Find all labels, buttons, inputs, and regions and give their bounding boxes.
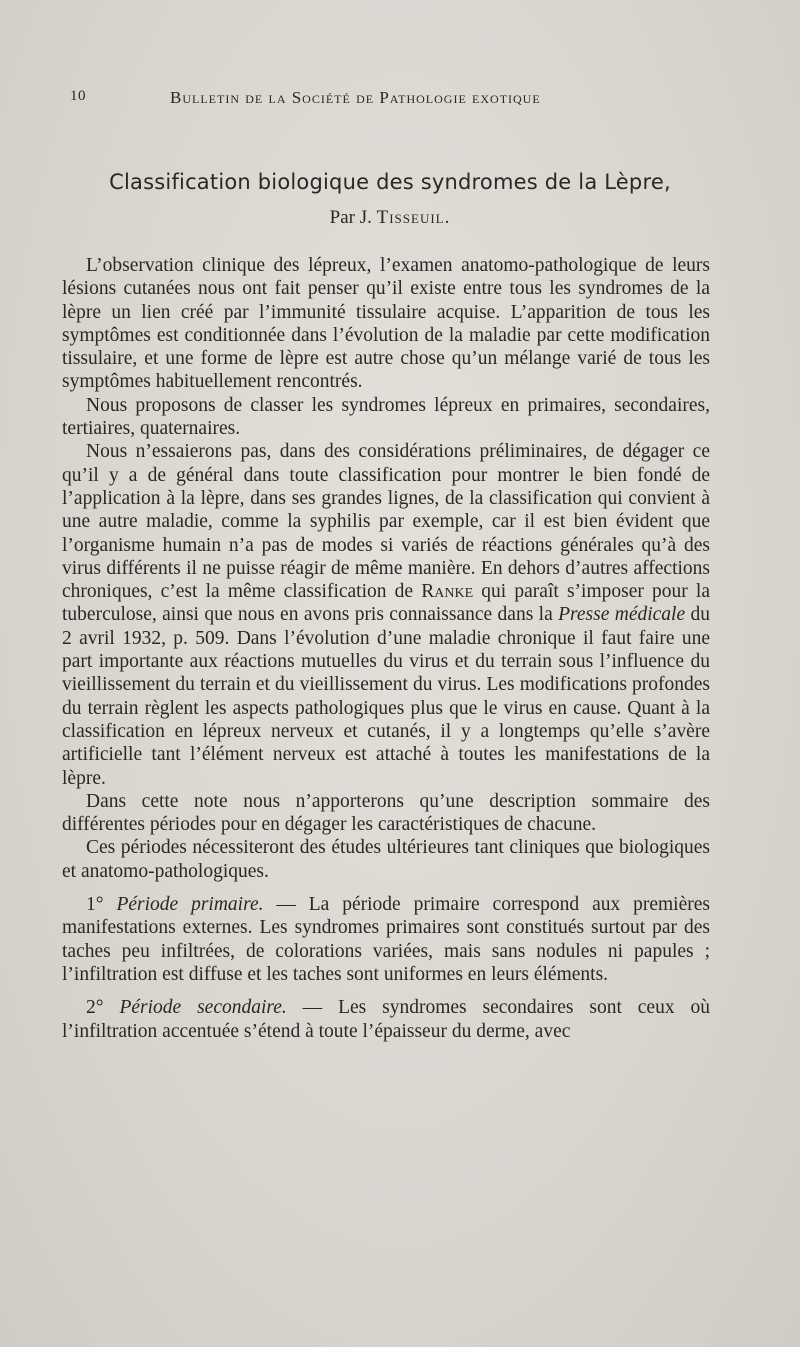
- article-title: Classification biologique des syndromes de la Lèpre,: [109, 170, 671, 194]
- journal-name: Presse médicale: [558, 604, 686, 626]
- page-header: [70, 88, 710, 114]
- paragraph-intro: L’observation clinique des lépreux, l’examen anatomo-pathologique de leurs lésions cutanées nous ont fait penser qu’il existe entre tous les syndromes de la lèpre un lien créé par l’immunité tissulaire acquise. L’apparition de tous les symptômes est conditionnée dans l’évolution de la maladie par cette modification tissulaire, et une forme de lèpre est autre chose qu’un mélange varié de tous les symptômes habituellement rencontrés.: [62, 255, 710, 393]
- secondary-number: 2°: [86, 997, 120, 1019]
- secondary-text: — Les syndromes secondaires sont ceux où l’infiltration accentuée s’étend à toute l’épaisseur du derme, avec: [62, 997, 710, 1042]
- article-body: [62, 254, 710, 1043]
- paragraph-discussion-part1: Nous n’essaierons pas, dans des considérations préliminaires, de dégager ce qu’il y a de général dans toute classification pour montrer le bien fondé de l’application à la lèpre, dans ses grandes lignes, de la classification qui convient à une autre maladie, comme la syphilis par exemple, car il est bien évident que l’organisme humain n’a pas de modes si variés de réactions générales qu’à des virus différents il ne puisse réagir de même manière. En dehors d’autres affections chroniques, c’est la même classification de: [62, 441, 710, 603]
- running-title: Bulletin de la Société de Pathologie exotique: [170, 88, 541, 107]
- page-number: 10: [70, 88, 86, 104]
- paragraph-primary-period: [62, 893, 710, 986]
- paragraph-discussion-part2: qui paraît s’imposer pour la tuberculose, ainsi que nous en avons pris connaissance dans la: [62, 581, 710, 626]
- paragraph-note: Dans cette note nous n’apporterons qu’une description sommaire des différentes périodes pour en dégager les caractéristiques de chacune.: [62, 790, 710, 836]
- paragraph-secondary-period: [62, 996, 710, 1043]
- paragraph-classes: Nous proposons de classer les syndromes lépreux en primaires, secondaires, tertiaires, quaternaires.: [62, 394, 710, 440]
- article-author: [70, 207, 710, 229]
- primary-heading: Période primaire.: [116, 894, 264, 916]
- author-prefix: Par J.: [329, 207, 377, 228]
- primary-text: — La période primaire correspond aux premières manifestations externes. Les syndromes primaires sont constitués surtout par des taches peu infiltrées, de colorations variées, mais sans nodules ni papules ; l’infiltration est diffuse et les taches sont uniformes en leurs éléments.: [62, 894, 710, 985]
- paragraph-discussion: [62, 440, 710, 789]
- paragraph-studies: Ces périodes nécessiteront des études ultérieures tant cliniques que biologiques et anatomo-pathologiques.: [62, 837, 710, 882]
- secondary-heading: Période secondaire.: [119, 997, 287, 1019]
- author-name: Tisseuil.: [376, 207, 451, 228]
- paragraph-discussion-part3: du 2 avril 1932, p. 509. Dans l’évolution d’une maladie chronique il faut faire une part importante aux réactions mutuelles du virus et du terrain sous l’influence du vieillissement du terrain et du vieillissement du virus. Les modifications profondes du terrain règlent les aspects pathologiques plus que le virus en cause. Quant à la classification en lépreux nerveux et cutanés, il y a longtemps qu’elle s’avère artificielle tant l’élément nerveux est attaché à toutes les manifestations de la lèpre.: [62, 604, 710, 789]
- author-ranke: Ranke: [421, 581, 474, 603]
- primary-number: 1°: [86, 894, 117, 916]
